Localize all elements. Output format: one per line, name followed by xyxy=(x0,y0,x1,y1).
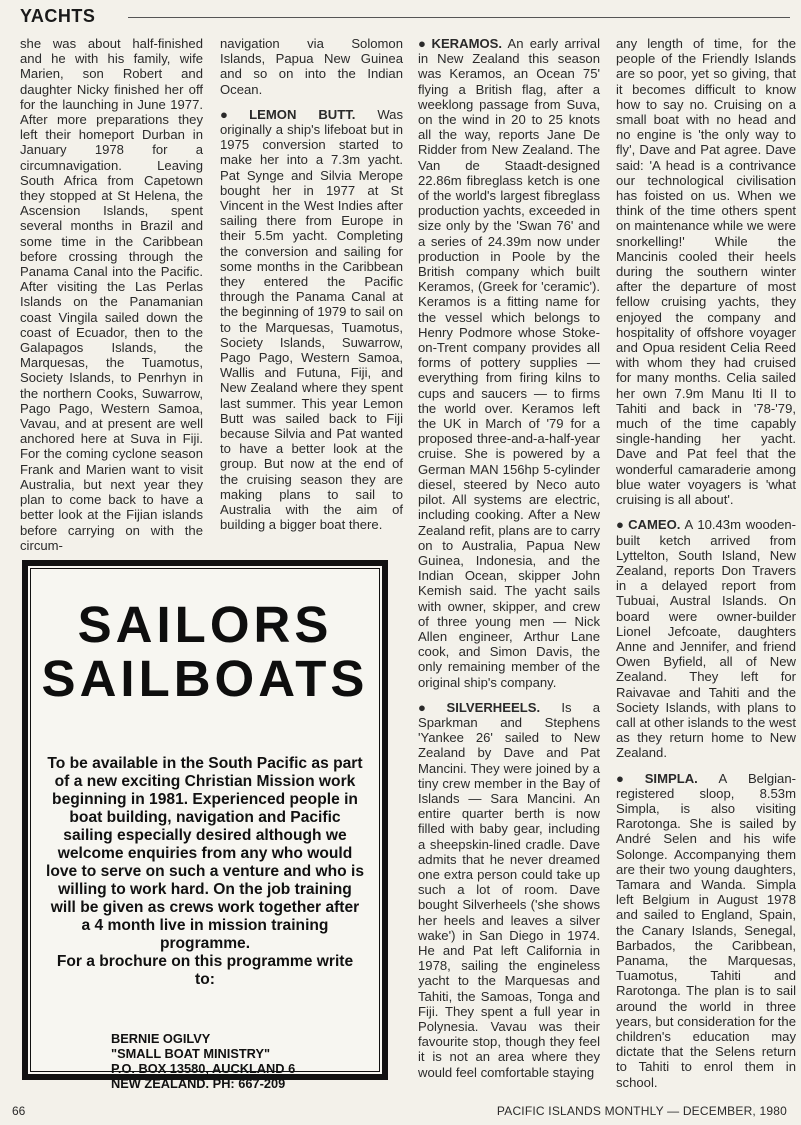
vingila-ending: navigation via Solomon Islands, Papua New Guinea and so on into the Indian Ocean. xyxy=(220,36,403,97)
column-1 xyxy=(20,36,203,553)
vingila-continuation: she was about half-finished and he with his family, wife Marien, son Robert and daughter Nicky finished her off for the launching in June 1977. After more preparations they left their homeport Durban in January 1978 for a circumnavigation. Leaving South Africa from Capetown they stopped at St Helena, the Ascension Islands, spent several months in Brazil and some time in the Caribbean before crossing through the Panama Canal into the Pacific. After visiting the Las Perlas Islands on the Panamanian coast Vingila sailed down the coast of Ecuador, then to the Galapagos Islands, the Marquesas, the Tuamotus, Society Islands, to Penrhyn in the northern Cooks, Suwarrow, Pago Pago, Western Samoa, Vavau, and at present are well anchored here at Suva in Fiji. For the coming cyclone season Frank and Marien want to visit Australia, but next year they plan to come back to have a better look at the Fijian islands before carrying on with the circum- xyxy=(20,36,203,553)
bullet-icon: ● xyxy=(220,106,247,122)
ad-address-line: BERNIE OGILVY xyxy=(111,1031,211,1046)
section-title: YACHTS xyxy=(20,6,96,26)
ad-address-line: "SMALL BOAT MINISTRY" xyxy=(111,1046,271,1061)
ad-headline-2: SAILBOATS xyxy=(41,650,369,707)
column-2 xyxy=(220,36,403,543)
ad-body-text: To be available in the South Pacific as part of a new exciting Christian Mission work beginning in 1981. Experienced people in boat building, navigation and Pacific sailing especially desired although we welcome enquiries from any who would love to serve on such a venture and who is willing to work hard. On the job training will be given as crews work together after a 4 month live in mission training programme. xyxy=(45,755,365,952)
silverheels-continuation: any length of time, for the people of the Friendly Islands are so poor, yet so giving, that it becomes difficult to know how to say no. Cruising on a small boat with no head and no engine is 'the only way to fly', Dave and Pat agree. Dave said: 'A head is a contrivance our technological civilisation has foisted on us. When we think of the time others spent on maintenance while we were snorkelling!' While the Mancinis cooled their heels during the southern winter after the departure of most fellow cruising yachts, they enjoyed the company and hospitality of offshore voyager and Opua resident Celia Reed with whom they had cruised for many months. Celia sailed her own 7.9m Manu Iti II to Tahiti and back in '78-'79, much of the time capably single-handing her yacht. Dave and Pat feel that the wonderful camaraderie among blue water voyagers is 'what cruising is all about'. xyxy=(616,36,796,508)
advertisement-box xyxy=(22,560,388,1091)
ad-cta: For a brochure on this programme write to: xyxy=(56,953,354,988)
ad-body xyxy=(45,755,365,989)
ad-inner-border xyxy=(30,568,380,1091)
entry-cameo xyxy=(616,517,796,760)
ad-address xyxy=(111,1031,295,1091)
entry-title: KERAMOS. xyxy=(431,36,503,51)
column-4 xyxy=(616,36,796,1090)
entry-title: CAMEO. xyxy=(628,517,681,533)
page-number: 66 xyxy=(12,1104,26,1118)
ad-headline-1: SAILORS xyxy=(77,596,333,653)
bullet-icon: ● xyxy=(616,517,626,533)
bullet-icon: ● xyxy=(616,770,642,786)
entry-title: LEMON BUTT. xyxy=(249,106,356,122)
publication-footer: PACIFIC ISLANDS MONTHLY — DECEMBER, 1980 xyxy=(496,1104,787,1118)
entry-lemon-butt xyxy=(220,107,403,533)
entry-silverheels xyxy=(418,700,600,1080)
entry-text: An early arrival in New Zealand this season was Keramos, an Ocean 75' flying a British flag, after a weeklong passage from Suva, on the wind in 20 to 25 knots all the way, reports Jane De Ridder from New Zealand. The Van de Staadt-designed 22.86m fibreglass ketch is one of the world's largest fibreglass production yachts, exceeded in size only by the 'Swan 76' and a series of 24.39m now under production in Poole by the British company which built Keramos, (Greek for 'ceramic'). Keramos is a fitting name for the vessel which belongs to Henry Podmore whose Stoke-on-Trent company provides all forms of pottery supplies — everything from firing kilns to cups and saucers — to firms the world over. Keramos left the UK in March of '79 for a proposed three-and-a-half-year cruise. She is powered by a German MAN 156hp 5-cylinder diesel, steered by Neco auto pilot. All systems are electric, including cooking. After a New Zealand refit, plans are to carry on to Australia, Papua New Guinea, Indonesia, and the Indian Ocean, skipper John Kemish said. The yacht sails with owner, skipper, and crew of three young men — Nick Allen engineer, Arthur Lane cook, and Simon Davis, the only remaining member of the original ship's company. xyxy=(418,36,600,690)
entry-title: SIMPLA. xyxy=(644,770,698,786)
column-3 xyxy=(418,36,600,1080)
bullet-icon: ● xyxy=(418,36,429,51)
entry-title: SILVERHEELS. xyxy=(446,699,541,715)
ad-address-line: NEW ZEALAND. PH: 667-209 xyxy=(111,1076,286,1091)
header-rule xyxy=(128,17,790,18)
entry-text: A 10.43m wooden-built ketch arrived from Lyttelton, South Island, New Zealand, reports Don Travers in a delayed report from Tubuai, Austral Islands. On board were owner-builder Lionel Jefcoate, daughters Anne and Jennifer, and friend Owen Byfield, all of New Zealand. They left for Raivavae and Tahiti and the Society Islands, with plans to call at other islands to the west as they return home to New Zealand. xyxy=(616,517,796,761)
ad-address-line: P.O. BOX 13580, AUCKLAND 6 xyxy=(111,1061,296,1076)
page-header xyxy=(20,6,790,28)
entry-keramos xyxy=(418,36,600,690)
entry-text: Is a Sparkman and Stephens 'Yankee 26' sailed to New Zealand by Dave and Pat Mancini. They were joined by a tiny crew member in the Bay of Islands — Sara Mancini. An entire quarter berth is now filled with baby gear, including a sheepskin-lined cradle. Dave admits that he never dreamed one extra person could take up such a lot of room. Dave bought Silverheels ('she shows her heels and leaves a silver wake') in San Diego in 1974. He and Pat left California in 1978, sailing the engineless yacht to the Marquesas and Tahiti, the Samoas, Tonga and Fiji. They spent a full year in Polynesia. Vavau was their favourite stop, though they feel it is not an area where they would feel comfortable staying xyxy=(418,699,601,1080)
bullet-icon: ● xyxy=(418,699,444,715)
entry-simpla xyxy=(616,771,796,1090)
entry-text: Was originally a ship's lifeboat but in 1975 conversion started to make her into a 7.3m yacht. Pat Synge and Silvia Merope bought her in 1977 at St Vincent in the West Indies after sailing there from Europe in their 5.5m yacht. Completing the conversion and sailing for some months in the Caribbean they entered the Pacific through the Panama Canal at the beginning of 1979 to sail on to the Marquesas, Tuamotus, Society Islands, Suwarrow, Pago Pago, Western Samoa, Wallis and Futuna, Fiji, and New Zealand where they spent last summer. This year Lemon Butt was sailed back to Fiji because Silvia and Pat wanted to have a better look at the group. But now at the end of the cruising season they are making plans to sail to Australia with the aim of building a bigger boat there. xyxy=(220,106,404,533)
entry-text: A Belgian-registered sloop, 8.53m Simpla, is also visiting Rarotonga. She is sailed by André Selen and his wife Solonge. Accompanying them are their two young daughters, Tamara and Wanda. Simpla left Belgium in August 1978 and sailed to England, Spain, the Canary Islands, Senegal, Barbados, the Caribbean, Panama, the Marquesas, Tuamotus, Tahiti and Rarotonga. The plan is to sail around the world in three years, but consideration for the children's education may dictate that the Selens return to Tahiti to enrol them in school. xyxy=(616,770,796,1090)
